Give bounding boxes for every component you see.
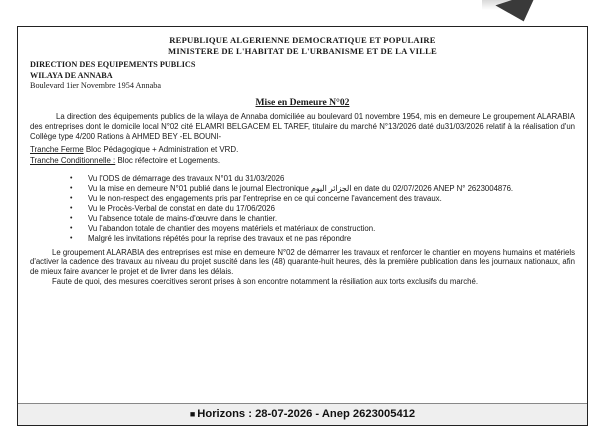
legal-notice [17,26,588,426]
consequence-paragraph: Faute de quoi, des mesures coercitives seront prises à son encontre notamment la résiliation aux torts exclusifs du marché. [52,276,479,286]
issuer-block [30,60,575,92]
publication-footer [18,403,587,425]
list-item-text: Malgré les invitations répétés pour la reprise des travaux et ne pas répondre [88,233,352,243]
bullet-icon: • [70,224,73,232]
list-item [70,223,575,234]
issuer-line-3: Boulevard 1ier Novembre 1954 Annaba [30,81,161,90]
bullet-icon: • [70,175,73,183]
list-item-text: Vu la mise en demeure N°01 publié dans le journal Electronique الجزائر اليوم en date du 02/07/2026 ANEP N° 2623004876. [88,184,514,194]
list-item [70,194,575,204]
bullet-icon: • [70,215,73,223]
notice-title: Mise en Demeure N°02 [255,96,350,108]
tranche-ferme-label: Tranche Ferme [30,145,84,155]
intro-paragraph: La direction des équipements publics de la wilaya de Annaba domiciliée au boulevard 01 novembre 1954, mis en demeure Le groupement ALARABIA des entreprises dont le domicile local N°02 cité ELAMRI BELGACEM EL TAREF, titulaire du marché N°13/2026 daté du31/03/2026 relatif à la réalisation d'un Collège type 4/200 Rations à AHMED BEY -EL BOUNI- [30,111,575,142]
republic-header [30,35,575,57]
list-item-text: Vu l'absence totale de mains-d'œuvre dans le chantier. [88,214,278,224]
tranche-conditionnelle-text: Bloc réfectoire et Logements. [115,155,221,165]
list-item [70,233,575,244]
list-item [70,214,575,224]
list-item-text: Vu l'ODS de démarrage des travaux N°01 du 31/03/2026 [88,174,285,184]
tranche-ferme-text: Bloc Pédagogique + Administration et VRD. [83,145,239,155]
considerations-list [30,174,575,243]
bullet-icon: • [70,195,73,203]
list-item-text: Vu le non-respect des engagements pris par l'entreprise en ce qui concerne l'avancement des travaux. [88,194,442,204]
list-item [70,174,575,184]
header-line-2: MINISTERE DE L'HABITAT DE L'URBANISME ET DE LA VILLE [168,46,437,56]
list-item-text: Vu l'abandon totale de chantier des moyens matériels et matériaux de construction. [88,223,376,233]
publication-reference: Horizons : 28-07-2026 - Anep 2623005412 [197,408,416,420]
demand-paragraph: Le groupement ALARABIA des entreprises est mise en demeure N°02 de démarrer les travaux et renforcer le chantier en moyens humains et matériels d'activer la cadence des travaux au niveau du projet suscité dans les (48) quarante-huit heures, dès la première publication dans les journaux nationaux, afin de mieux faire avancer le projet et de livrer dans les délais. [30,247,575,276]
list-item [70,204,575,214]
issuer-line-1: DIRECTION DES EQUIPEMENTS PUBLICS [30,60,196,69]
tranche-conditionnelle [30,156,575,167]
issuer-line-2: WILAYA DE ANNABA [30,70,113,80]
bullet-icon: • [70,234,73,242]
square-bullet-icon: ■ [189,409,196,419]
bullet-icon: • [70,185,73,193]
tranche-list [30,145,575,166]
header-line-1: REPUBLIQUE ALGERIENNE DEMOCRATIQUE ET POPULAIRE [169,35,436,45]
page-corner-mark [495,0,544,28]
tranche-ferme [30,145,575,156]
tranche-conditionnelle-label: Tranche Conditionnelle : [30,155,116,165]
bullet-icon: • [70,205,73,213]
notice-body [18,27,587,403]
list-item [70,184,575,194]
list-item-text: Vu le Procès-Verbal de constat en date du 17/06/2026 [88,204,275,214]
